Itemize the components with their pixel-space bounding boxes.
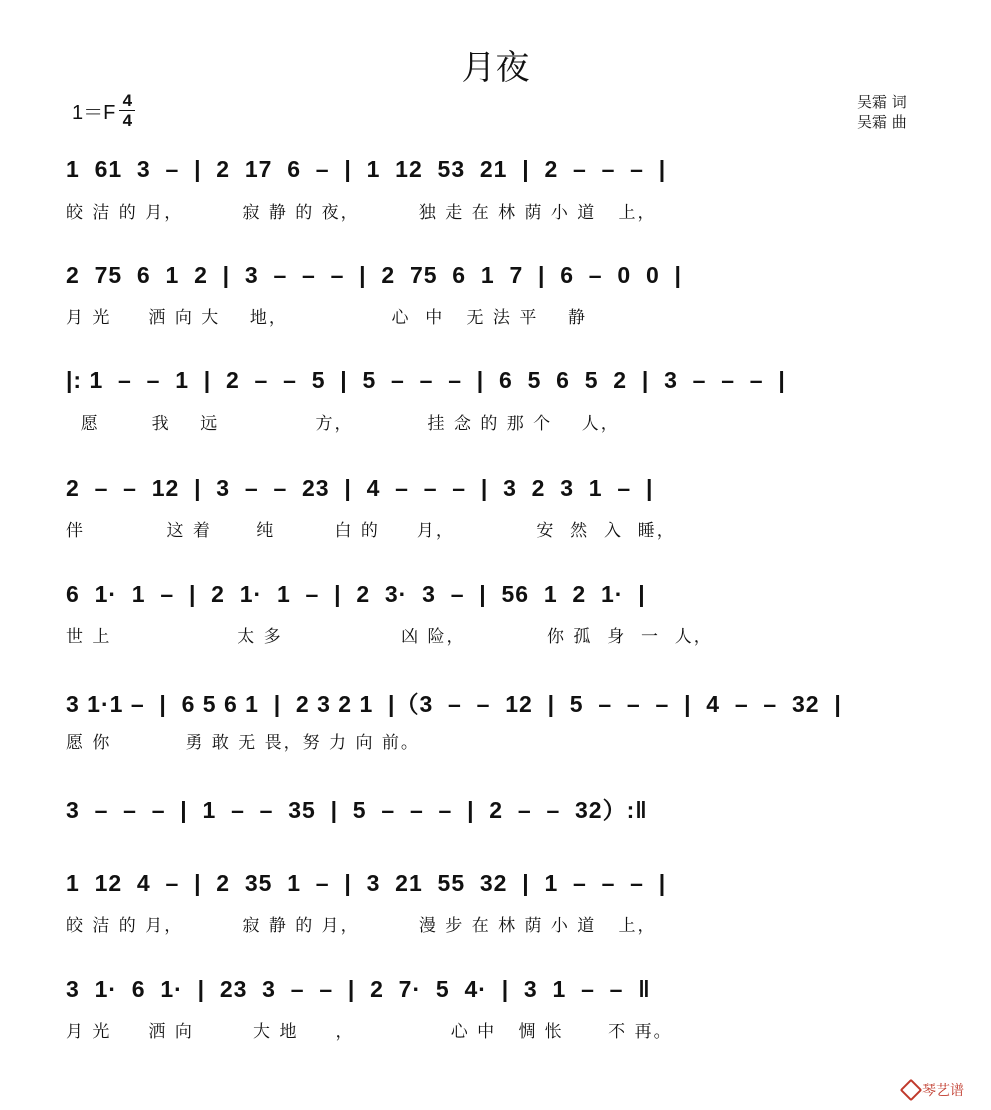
time-signature-top: 4: [122, 90, 133, 110]
key-label: 1＝F: [72, 101, 116, 124]
notation-row: 3 1· 6 1· | 23 3 – – | 2 7· 5 4· | 3 1 – – ‖: [66, 976, 651, 1002]
notation-row: 6 1· 1 – | 2 1· 1 – | 2 3· 3 – | 56 1 2 1· |: [66, 581, 646, 607]
notation-row: 1 61 3 – | 2 17 6 – | 1 12 53 21 | 2 – – – |: [66, 156, 667, 182]
notation-row: 1 12 4 – | 2 35 1 – | 3 21 55 32 | 1 – – – |: [66, 870, 667, 896]
lyric-row: 皎 洁 的 月， 寂 静 的 夜， 独 走 在 林 荫 小 道 上，: [66, 203, 657, 223]
lyric-row: 愿 你 勇 敢 无 畏，努 力 向 前。: [66, 733, 420, 753]
notation-row: 2 75 6 1 2 | 3 – – – | 2 75 6 1 7 | 6 – 0 0 |: [66, 262, 682, 288]
notation-row: |: 1 – – 1 | 2 – – 5 | 5 – – – | 6 5 6 5 2 | 3 – – – |: [66, 367, 786, 393]
lyric-row: 月 光 洒 向 大 地 ， 心 中 惆 怅 不 再。: [66, 1022, 673, 1042]
lyric-row: 皎 洁 的 月， 寂 静 的 月， 漫 步 在 林 荫 小 道 上，: [66, 916, 657, 936]
lyric-row: 世 上 太 多 凶 险， 你 孤 身 一 人，: [66, 627, 713, 647]
lyric-row: 伴 这 着 纯 白 的 月， 安 然 入 睡，: [66, 521, 676, 541]
notation-row: 3 – – – | 1 – – 35 | 5 – – – | 2 – – 32）:‖: [66, 797, 648, 823]
lyricist-credit: 吴霜 词: [857, 93, 907, 111]
notation-row: 2 – – 12 | 3 – – 23 | 4 – – – | 3 2 3 1 – |: [66, 475, 654, 501]
lyric-row: 愿 我 远 方， 挂 念 的 那 个 人，: [66, 414, 620, 434]
watermark: [903, 1080, 964, 1100]
composer-credit: 吴霜 曲: [857, 113, 907, 131]
watermark-text: 琴艺谱: [922, 1083, 964, 1099]
lyric-row: 月 光 洒 向 大 地， 心 中 无 法 平 静: [66, 308, 587, 328]
notation-row: 3 1·1 – | 6 5 6 1 | 2 3 2 1 |（3 – – 12 | 5 – – – | 4 – – 32 |: [66, 691, 842, 717]
logo-icon: [900, 1079, 923, 1102]
time-signature-bottom: 4: [122, 110, 133, 130]
song-title: 月夜: [461, 48, 530, 88]
